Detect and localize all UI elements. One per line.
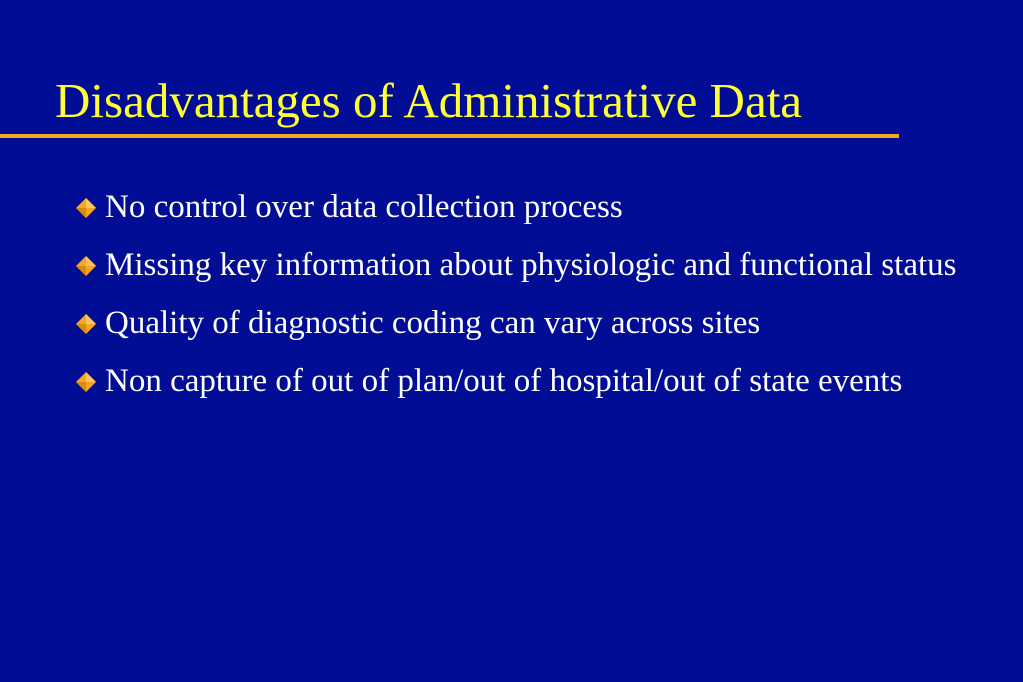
bullet-text: No control over data collection process bbox=[105, 189, 623, 225]
bullet-item bbox=[0, 242, 985, 288]
bullet-item bbox=[0, 358, 985, 404]
diamond-icon bbox=[75, 313, 97, 335]
bullet-text: Non capture of out of plan/out of hospital/out of state events bbox=[105, 363, 903, 399]
bullet-text: Quality of diagnostic coding can vary across sites bbox=[105, 305, 761, 341]
title-underline bbox=[0, 134, 899, 138]
diamond-icon bbox=[75, 255, 97, 277]
bullet-item bbox=[0, 184, 985, 230]
diamond-icon bbox=[75, 371, 97, 393]
bullet-list bbox=[0, 184, 1023, 416]
slide-title: Disadvantages of Administrative Data bbox=[55, 73, 803, 128]
diamond-icon bbox=[75, 197, 97, 219]
bullet-text: Missing key information about physiologic and functional status bbox=[105, 247, 957, 283]
bullet-item bbox=[0, 300, 985, 346]
